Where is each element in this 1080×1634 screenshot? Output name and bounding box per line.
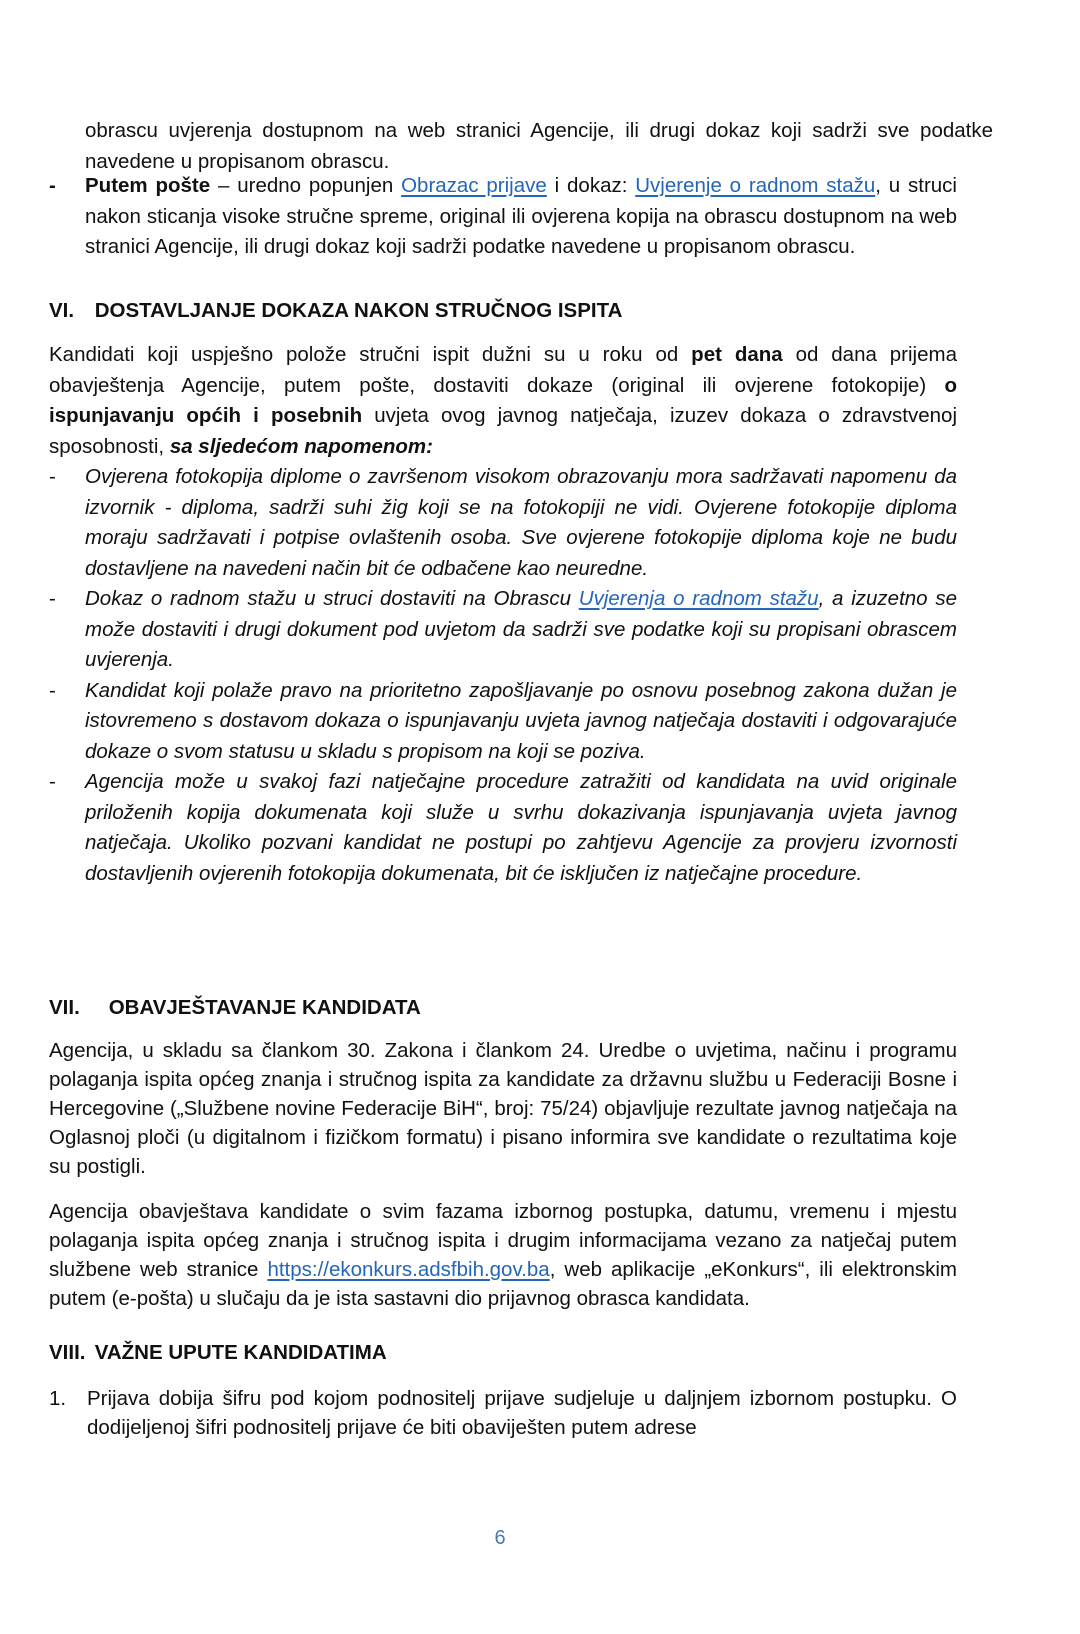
numbered-item-text: Prijava dobija šifru pod kojom podnositelj prijave sudjeluje u daljnjem izbornom postupku. O dodijeljenoj šifri podnositelj prijave će biti obaviješten putem adrese [87,1387,957,1439]
list-item-text: Kandidat koji polaže pravo na prioritetno zapošljavanje po osnovu posebnog zakona dužan je istovremeno s dostavom dokaza o ispunjavanju uvjeta javnog natječaja dostaviti i odgovarajuće dokaze o svom statusu u skladu s propisom na koji se poziva. [85,678,957,763]
section-vii-paragraph-2 [49,1197,957,1313]
paragraph-text: Agencija, u skladu sa člankom 30. Zakona i člankom 24. Uredbe o uvjetima, načinu i programu polaganja ispita općeg znanja i stručnog ispita za kandidate za državnu službu u Federaciji Bosne i Hercegovine („Službene novine Federacije BiH“, broj: 75/24) objavljuje rezultate javnog natječaja na Oglasnoj ploči (u digitalnom i fizičkom formatu) i pisano informira sve kandidate o rezultatima koje su postigli. [49,1039,957,1178]
post-submission-item [49,171,957,263]
paragraph-text: , web aplikacije „eKonkurs“, ili elektronskim putem (e-pošta) u slučaju da je ista sastavni dio prijavnog obrasca kandidata. [49,1258,957,1310]
section-vi-heading [49,296,622,326]
section-vii-paragraph-1 [49,1036,957,1181]
intro-text-3: uvjeta ovog javnog natječaja, izuzev dokaza o zdravstvenoj sposobnosti, [49,404,957,458]
intro-bold-deadline: pet dana [691,343,783,366]
section-viii-list [49,1384,957,1442]
post-text-1: – uredno popunjen [210,174,402,197]
list-item [49,462,957,584]
numbered-item [49,1384,957,1442]
list-item [49,767,957,889]
bullet-marker: - [49,678,56,702]
continuation-paragraph [49,116,993,177]
section-viii-title: VAŽNE UPUTE KANDIDATIMA [94,1341,387,1364]
section-vi-number: VI. [49,299,75,322]
bullet-marker: - [49,770,56,793]
bullet-marker: - [49,587,56,610]
bullet-marker: - [49,465,56,488]
list-item-text: Dokaz o radnom stažu u struci dostaviti na Obrascu [85,587,579,610]
list-item [49,676,957,768]
intro-bold-italic-note: sa sljedećom napomenom: [169,434,433,458]
application-form-link[interactable]: Obrazac prijave [401,174,547,197]
work-experience-form-link[interactable]: Uvjerenja o radnom stažu [578,587,819,610]
intro-text-1: Kandidati koji uspješno polože stručni ispit dužni su u roku od [49,343,692,366]
post-text-2: i dokaz: [546,174,636,197]
continuation-text: obrascu uvjerenja dostupnom na web stranici Agencije, ili drugi dokaz koji sadrži sve podatke navedene u propisanom obrascu. [85,119,993,173]
bullet-marker: - [49,174,56,197]
paragraph-text: Agencija obavještava kandidate o svim fazama izbornog postupka, datumu, vremenu i mjestu polaganja ispita općeg znanja i stručnog ispita i drugim informacijama vezano za natječaj putem službene web stranice [49,1200,957,1281]
section-viii-number: VIII. [49,1341,86,1364]
intro-text-2: od dana prijema obavještenja Agencije, putem pošte, dostaviti dokaze (original ili ovjerene fotokopije) [49,343,957,397]
page-number: 6 [494,1527,506,1549]
list-item-text: Agencija može u svakoj fazi natječajne procedure zatražiti od kandidata na uvid originale priloženih kopija dokumenata koji služe u svrhu dokazivanja ispunjavanja uvjeta javnog natječaja. Ukoliko pozvani kandidat ne postupi po zahtjevu Agencije za provjeru izvornosti dostavljenih ovjerenih fotokopija dokumenata, bit će isključen iz natječajne procedure. [85,770,957,885]
section-vi-intro [49,340,957,462]
post-text-3: , u struci nakon sticanja visoke stručne spreme, original ili ovjerena kopija na obrascu dostupnom na web stranici Agencije, ili drugi dokaz koji sadrži podatke navedene u propisanom obrascu. [85,174,957,258]
section-vii-heading [49,993,421,1023]
section-vi-body [49,340,957,889]
list-item-text: Ovjerena fotokopija diplome o završenom visokom obrazovanju mora sadržavati napomenu da izvornik - diploma, sadrži suhi žig koji se na fotokopiji ne vidi. Ovjerene fotokopije diploma moraju sadržavati i potpise ovlaštenih osoba. Sve ovjerene fotokopije diploma koje ne budu dostavljene na navedeni način bit će odbačene kao neuredne. [85,465,957,580]
section-vii-number: VII. [49,996,80,1019]
section-vi-title: DOSTAVLJANJE DOKAZA NAKON STRUČNOG ISPITA [94,299,623,322]
ekonkurs-website-link[interactable]: https://ekonkurs.adsfbih.gov.ba [267,1258,550,1281]
section-viii-heading [49,1338,387,1368]
list-item [49,584,957,676]
intro-bold-conditions: o ispunjavanju općih i posebnih [49,373,957,427]
work-experience-certificate-link[interactable]: Uvjerenje o radnom stažu [635,174,876,197]
section-vii-title: OBAVJEŠTAVANJE KANDIDATA [108,996,421,1019]
item-number: 1. [49,1387,67,1410]
post-lead-bold: Putem pošte [85,174,211,197]
list-item-text: , a izuzetno se može dostaviti i drugi dokument pod uvjetom da sadrži sve podatke koji su propisani obrascem uvjerenja. [85,587,957,671]
